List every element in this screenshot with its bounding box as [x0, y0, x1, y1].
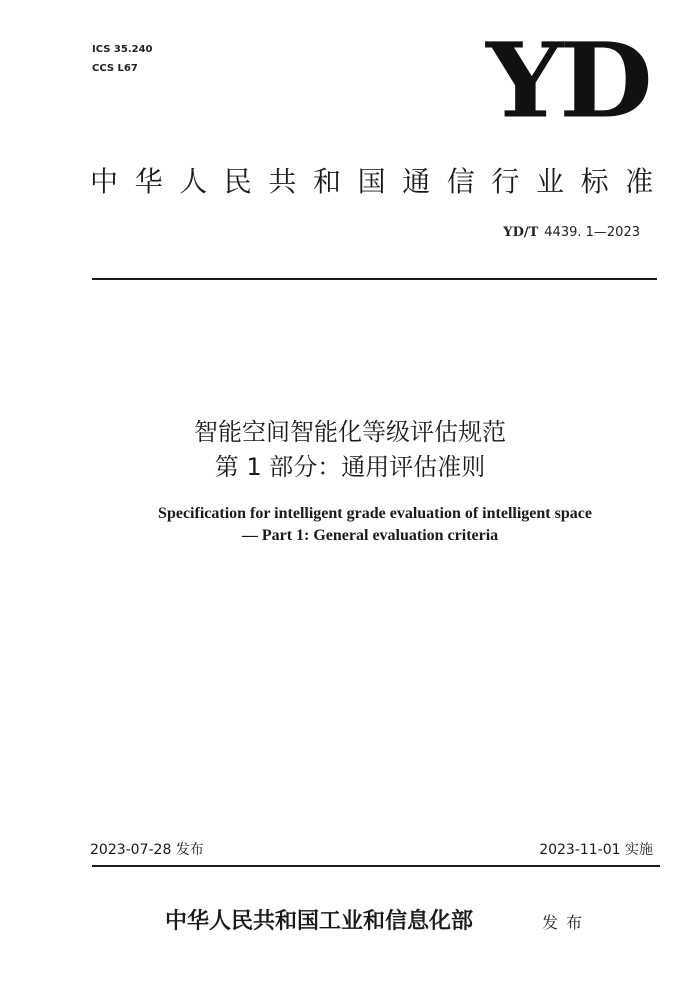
standard-code — [503, 224, 640, 242]
issue-date: 2023-07-28 发布 — [90, 842, 204, 858]
title-en-line1: Specification for intelligent grade evaluation of intelligent space — [158, 505, 592, 522]
title-zh-line1: 智能空间智能化等级评估规范 — [194, 418, 506, 446]
ics-code: ICS 35.240 — [92, 44, 153, 55]
title-en-line2: — Part 1: General evaluation criteria — [241, 527, 499, 544]
publish-label: 发布 — [542, 913, 591, 932]
ccs-code: CCS L67 — [92, 63, 138, 74]
classification-codes — [92, 40, 153, 78]
yd-logo: YD — [486, 21, 649, 142]
title-zh-line2: 第 1 部分：通用评估准则 — [214, 453, 486, 481]
footer-divider — [92, 865, 660, 867]
implementation-date: 2023-11-01 实施 — [539, 842, 653, 858]
standard-code-number: 4439. 1—2023 — [544, 225, 640, 240]
publisher-name: 中华人民共和国工业和信息化部 — [165, 908, 474, 934]
standard-code-prefix: YD/T — [503, 225, 539, 240]
header-divider — [92, 278, 657, 280]
standard-category-title: 中华人民共和国通信行业标准 — [90, 165, 670, 198]
